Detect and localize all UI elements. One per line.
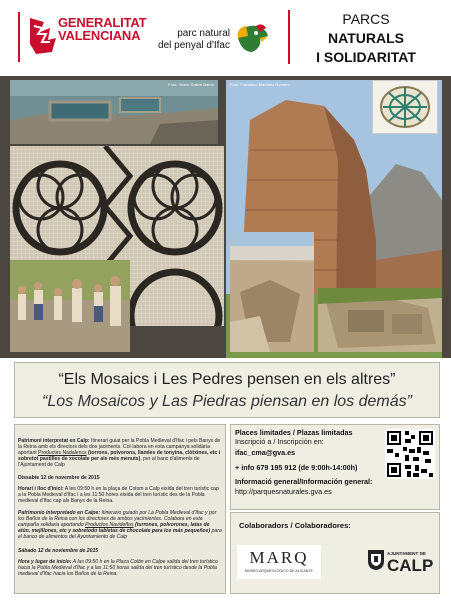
generalitat-logo-icon	[26, 14, 60, 56]
divider	[18, 12, 20, 62]
calp-logo	[367, 541, 437, 583]
places-limited: Places limitades / Plazas limitadas	[235, 428, 353, 437]
event-description	[14, 424, 226, 594]
desc-val-label: Patrimoni interpretat en Calp:	[18, 438, 90, 444]
description-spanish	[18, 511, 222, 541]
marq-subtitle: MUSEO ARQUEOLÓGICO DE ALICANTE	[245, 569, 313, 573]
gva-line2: VALENCIANA	[58, 28, 141, 43]
desc-val-products-detail: (torrons, polvorons, llandes de tonyina, clòtxines, etc i sobretot pastilles de xocolate per als més menuts)	[18, 449, 221, 462]
divider	[288, 10, 290, 64]
marq-name: MARQ	[249, 548, 309, 567]
calp-shield-icon	[367, 549, 385, 571]
calp-line1: AJUNTAMENT DE	[387, 551, 426, 556]
qr-code-icon[interactable]	[385, 429, 435, 479]
park-line1: parc natural	[177, 28, 230, 39]
marq-logo	[237, 545, 321, 579]
header	[0, 0, 451, 76]
photo-credit-right: Foto: Francisco Martínez Romero	[230, 82, 290, 87]
website-link[interactable]: http://parquesnaturales.gva.es	[235, 487, 332, 496]
desc-es-text2: para el banco de alimentos del Ayuntamiento de Calp	[18, 527, 222, 540]
event-title-spanish: “Los Mosaicos y Las Piedras piensan en los demás”	[42, 393, 412, 410]
description-valencian	[18, 439, 222, 469]
photo-ceramic-bowl	[372, 80, 438, 134]
photo-roman-baths	[10, 80, 218, 144]
desc-es-label: Patrimonio interpretado en Calpe:	[18, 510, 101, 516]
desc-es-products-detail: (turrones, polvorones, latas de atún, mejillones, etc y sobretodo tabletas de chocolate para los más pequeños)	[18, 521, 211, 534]
desc-val-schedule-label: Horari i lloc d'inici:	[18, 486, 64, 492]
desc-val-date: Dissabte 12 de novembre de 2015	[18, 475, 100, 481]
photo-town-ruins	[230, 232, 314, 352]
park-name	[150, 28, 230, 52]
description-es-schedule	[18, 560, 222, 578]
email-link[interactable]: ifac_cma@gva.es	[235, 448, 296, 457]
desc-val-text2: , per al banc d'aliments de l'Ajuntament de Calp	[18, 455, 200, 468]
desc-val-text: Itinerari guiat per la Pobla Medieval d'Ifac i pels Banys de la Reina amb els directors dels dos jaciments. Col·labora en esta campanya solidària aportant	[18, 438, 221, 456]
title-line3: I SOLIDARITAT	[316, 49, 416, 65]
desc-val-products: Productes Nadalencs	[38, 449, 87, 456]
desc-es-text: Itinerario guiado por La Pobla Medieval d'Ifac y por los Baños de la Reina con los directores de ambos yacimientos. Colabora en esta campaña solidaria aportando	[18, 510, 217, 528]
park-line2: del penyal d'Ifac	[158, 40, 230, 51]
title-line1: PARCS	[342, 11, 390, 27]
desc-es-schedule: A las 09:50 h en la Plaza Colón en Calpe salida del tren turístico hacia la Pobla Medieval d'Ifac y a las 11:50 horas salida del tren turístico desde la Pobla medieval d'Ifac hacia los Baños de la Reina.	[18, 559, 218, 577]
photo-collage	[0, 76, 451, 358]
collaborators-title: Colaboradors / Colaboradores:	[239, 521, 351, 530]
event-title-valencian: “Els Mosaics i Les Pedres pensen en els altres”	[58, 371, 396, 388]
title-line2: NATURALS	[328, 30, 404, 46]
photo-excavation	[318, 288, 442, 352]
description-val-schedule	[18, 487, 222, 505]
general-info-label: Informació general/Información general:	[235, 477, 373, 486]
desc-es-date: Sábado 12 de noviembre de 2015	[18, 548, 99, 554]
park-bird-logo-icon	[232, 18, 272, 58]
desc-es-products: Productos Navideños	[85, 521, 134, 528]
registration-panel	[230, 424, 440, 510]
desc-es-schedule-label: Hora y lugar de inicio:	[18, 559, 72, 565]
gva-line1: GENERALITAT	[58, 15, 147, 30]
photo-visitors	[10, 260, 130, 352]
generalitat-name	[58, 16, 146, 42]
campaign-title	[296, 10, 436, 67]
phone-number: + info 679 195 912 (de 9:00h-14:00h)	[235, 463, 358, 472]
inscription-label: Inscripció a / Inscripción en:	[235, 437, 324, 446]
desc-val-schedule: A les 09:50 h en la plaça de Colom a Calp eixida del tren turístic cap a la Pobla Medieval d'Ifac i a les 11:50 hores eixida del tren turístic des de la Pobla medieval d'Ifac cap als Banys de la Reina.	[18, 486, 219, 504]
calp-line2: CALP	[387, 556, 434, 575]
event-title-panel	[14, 362, 440, 418]
photo-credit-left: Foto: Vicent Sastre Barrio	[168, 82, 214, 87]
collaborators-panel	[230, 512, 440, 594]
